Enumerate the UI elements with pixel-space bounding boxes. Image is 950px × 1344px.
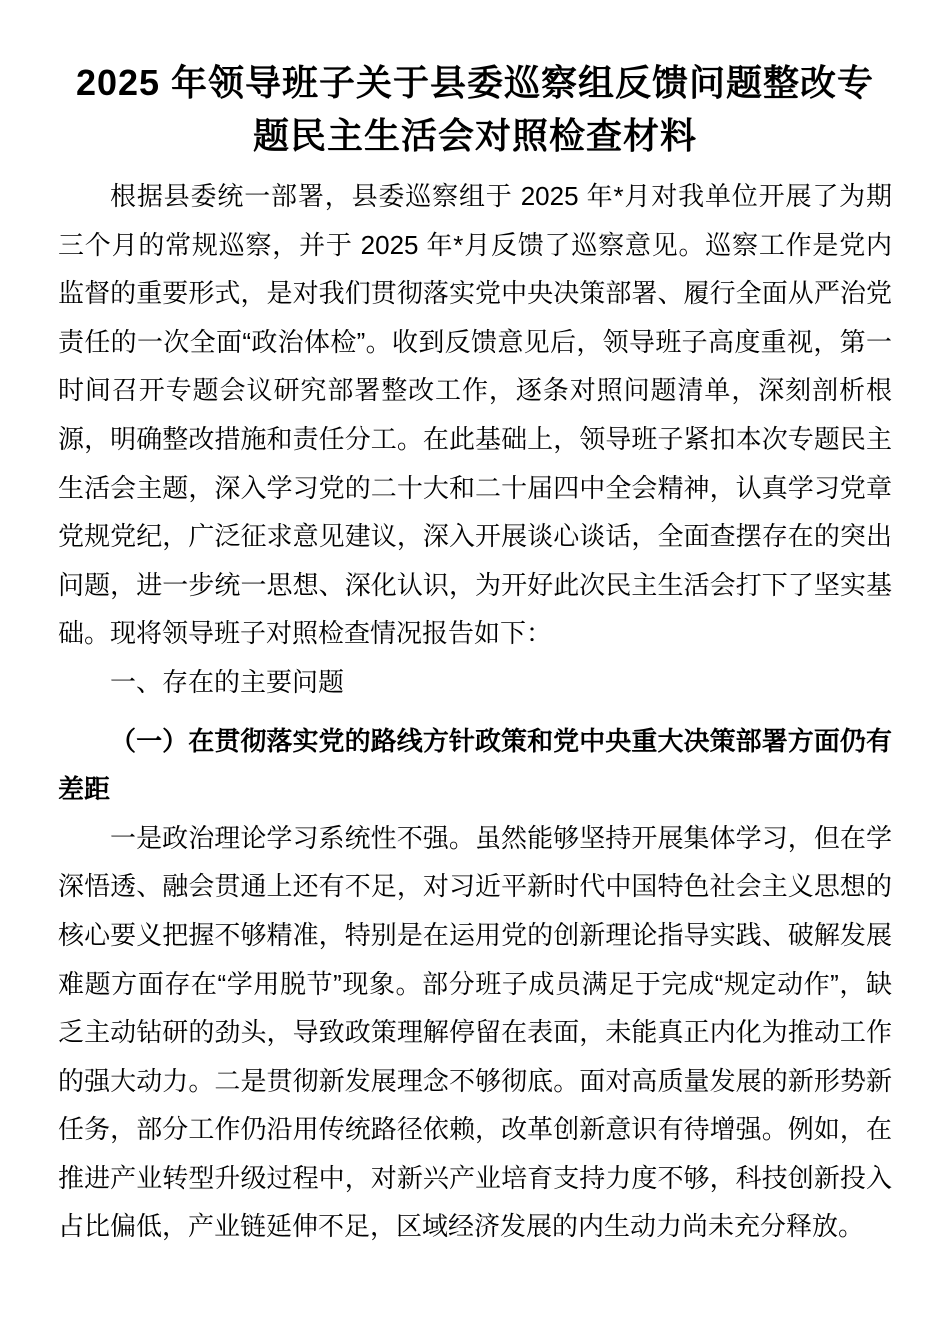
subsection-heading-policy-implementation-gap: （一）在贯彻落实党的路线方针政策和党中央重大决策部署方面仍有差距: [58, 725, 892, 805]
document-title: 2025 年领导班子关于县委巡察组反馈问题整改专题民主生活会对照检查材料: [75, 62, 875, 156]
paragraph-intro: 根据县委统一部署，县委巡察组于 2025 年*月对我单位开展了为期三个月的常规巡察，并于 2025 年*月反馈了巡察意见。巡察工作是党内监督的重要形式，是对我们贯彻落实党中央决策部署、履行全面从严治党责任的一次全面“政治体检”。收到反馈意见后，领导班子高度重视，第一时间召开专题会议研究部署整改工作，逐条对照问题清单，深刻剖析根源，明确整改措施和责任分工。在此基础上，领导班子紧扣本次专题民主生活会主题，深入学习党的二十大和二十届四中全会精神，认真学习党章党规党纪，广泛征求意见建议，深入开展谈心谈话，全面查摆存在的突出问题，进一步统一思想、深化认识，为开好此次民主生活会打下了坚实基础。现将领导班子对照检查情况报告如下：: [58, 181, 892, 649]
section-heading-main-problems: 一、存在的主要问题: [110, 666, 345, 697]
paragraph-problem-details: 一是政治理论学习系统性不强。虽然能够坚持开展集体学习，但在学深悟透、融会贯通上还有不足，对习近平新时代中国特色社会主义思想的核心要义把握不够精准，特别是在运用党的创新理论指导实践、破解发展难题方面存在“学用脱节”现象。部分班子成员满足于完成“规定动作”，缺乏主动钻研的劲头，导致政策理解停留在表面，未能真正内化为推动工作的强大动力。二是贯彻新发展理念不够彻底。面对高质量发展的新形势新任务，部分工作仍沿用传统路径依赖，改革创新意识有待增强。例如，在推进产业转型升级过程中，对新兴产业培育支持力度不够，科技创新投入占比偏低，产业链延伸不足，区域经济发展的内生动力尚未充分释放。: [58, 822, 892, 1242]
